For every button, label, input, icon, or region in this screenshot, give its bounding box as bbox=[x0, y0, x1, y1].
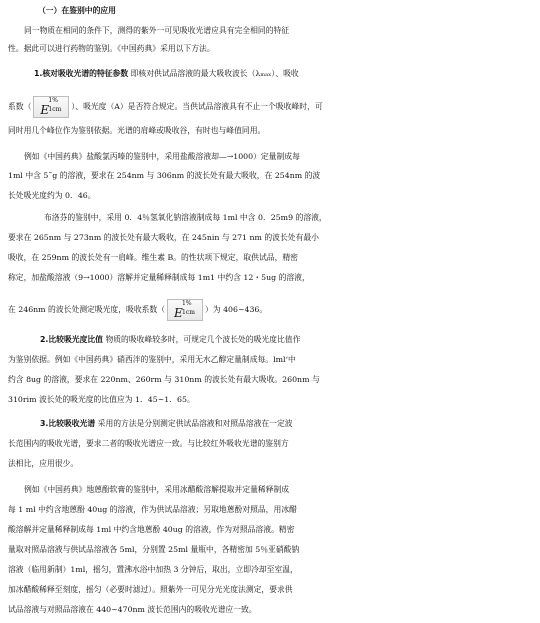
subsection-2-line bbox=[40, 332, 540, 348]
paragraph-line: 称定，加盐酸溶液（9→1000）溶解并定量稀释制成每 1m1 中约含 12・5ug 的溶液， bbox=[8, 273, 310, 282]
coef-sub: 1cm bbox=[182, 309, 195, 316]
paragraph-line: 例如《中国药典》地蒽酚软膏的鉴别中，采用冰醋酸溶解提取并定量稀释制成 bbox=[24, 485, 290, 494]
coef-symbol: E bbox=[40, 103, 50, 117]
paragraph-line: 同一物质在相同的条件下，测得的紫外一可见吸收光谱应具有完全相同的特征 bbox=[24, 26, 290, 35]
subsection-3-title: 3.比较吸收光谱 bbox=[40, 419, 96, 428]
paragraph-line: 要求在 265nm 与 273nm 的波长处有最大吸收，在 245nin 与 271 nm 的波长处有最小 bbox=[8, 233, 319, 242]
paragraph-line: 长范围内的吸收光谱，要求二者的吸收光谱应一致。与比较红外吸收光谱的鉴别方 bbox=[8, 439, 289, 448]
text-fragment: ）为 406~436。 bbox=[205, 305, 268, 314]
paragraph-line: 约含 8ug 的溶液，要求在 220nm、260rm 与 310nm 的波长处有最大吸收。260nm 与 bbox=[8, 375, 320, 384]
coef-sup: 1% bbox=[182, 300, 192, 307]
paragraph-line: 吸收，在 259nm 的波长处有一肩峰。维生素 B。的性状项下规定，取供试品，精密 bbox=[8, 253, 298, 262]
coef-symbol: E bbox=[174, 306, 183, 320]
paragraph-line: 310rim 波长处的吸光度的比值应为 1．45~1．65。 bbox=[8, 395, 195, 404]
coef-sub: 1cm bbox=[48, 106, 62, 113]
paragraph-line: 布洛芬的鉴别中，采用 0．4％氢氧化钠溶液制成每 1ml 中含 0．25m9 的溶液， bbox=[44, 213, 327, 222]
text-fragment: 在 246nm 的波长处测定吸光度，吸收系数（ bbox=[8, 305, 166, 314]
subsection-3-line bbox=[40, 416, 540, 432]
absorption-coefficient-symbol bbox=[167, 299, 203, 321]
paragraph-line: 每 1 ml 中约含地蒽酚 40ug 的溶液，作为供试品溶液；另取地蒽酚对照品，用冰醋 bbox=[8, 505, 297, 514]
paragraph-line bbox=[8, 96, 540, 118]
coef-sup: 1% bbox=[48, 97, 58, 104]
subsection-1-title: 1.核对吸收光谱的特征参数 bbox=[34, 69, 129, 78]
paragraph-line: 试品溶液与对照品溶液在 440~470nm 波长范围内的吸收光谱应一致。 bbox=[8, 605, 257, 614]
paragraph-line: 长处吸光度约为 0．46。 bbox=[8, 191, 96, 200]
paragraph-line: 法相比，应用很少。 bbox=[8, 459, 79, 468]
text-fragment: 系数（ bbox=[8, 102, 32, 111]
paragraph-line: 量取对照品溶液与供试品溶液各 5ml，分别置 25ml 量瓶中，各精密加 5％亚硝酸钠 bbox=[8, 545, 300, 554]
subsection-2-title: 2.比较吸光度比值 bbox=[40, 335, 103, 344]
subsection-1-line bbox=[34, 66, 540, 82]
subsection-1-text: 即核对供试品溶液的最大吸收波长（λₘₐₓ）、吸收 bbox=[128, 69, 299, 78]
paragraph-line: 酸溶解并定量稀释制成每 1ml 中约含地蒽酚 40ug 的溶液，作为对照品溶液。精密 bbox=[8, 525, 295, 534]
text-fragment: ）、吸光度（A）是否符合规定。当供试品溶液具有不止一个吸收峰时，可 bbox=[71, 102, 323, 111]
paragraph-line: 加冰醋酸稀释至刻度，摇匀（必要时滤过）。照紫外一可见分光光度法测定，要求供 bbox=[8, 585, 293, 594]
paragraph-line: 为鉴别依据。例如《中国药典》硝西泮的鉴别中，采用无水乙醇定量制成每。lml‘中 bbox=[8, 355, 296, 364]
paragraph-line bbox=[8, 299, 540, 321]
absorption-coefficient-symbol bbox=[33, 96, 69, 118]
paragraph-line: 性。据此可以进行药物的鉴别。《中国药典》采用以下方法。 bbox=[8, 44, 215, 53]
paragraph-line: 溶液（临用新制）1ml，摇匀，置沸水浴中加热 3 分钟后，取出，立即冷却至室温， bbox=[8, 565, 298, 574]
subsection-2-text: 物质的吸收峰较多时，可规定几个波长处的吸光度比值作 bbox=[102, 335, 301, 344]
paragraph-line: 例如《中国药典》盐酸氯丙嗪的鉴别中，采用盐酸溶液却—→1000）定量制成每 bbox=[24, 152, 300, 161]
subsection-3-text: 采用的方法是分别测定供试品溶液和对照品溶液在一定波 bbox=[95, 419, 293, 428]
paragraph-line: 1ml 中含 5˜g 的溶液，要求在 254nm 与 306nm 的波长处有最大吸收，在 254nm 的波 bbox=[8, 171, 321, 180]
section-heading: （一）在鉴别中的应用 bbox=[38, 6, 116, 15]
paragraph-line: 同时用几个峰位作为鉴别依据。光谱的肩峰或吸收谷，有时也与峰值同用。 bbox=[8, 126, 266, 135]
